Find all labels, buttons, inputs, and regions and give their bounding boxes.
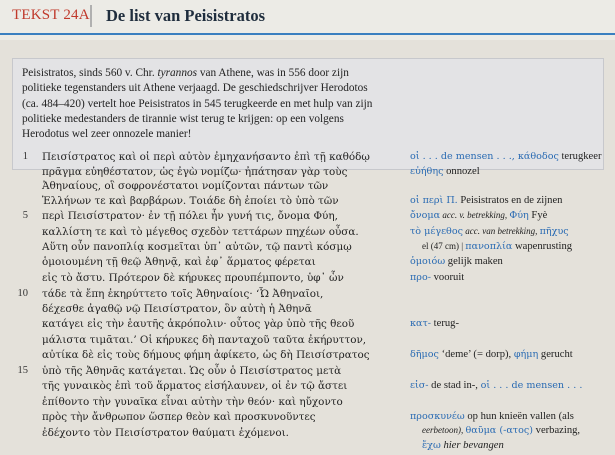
greek-line: πρᾶγμα εὐηθέστατον, ὡς ἐγὼ νομίζω· ἠπάτησαν γὰρ τοὺς	[42, 166, 348, 178]
gloss-greek: εἰσ-	[410, 380, 429, 391]
greek-line: Αὕτη οὖν πανοπλίᾳ κοσμεῖται ὑπ᾽ αὐτῶν, τῷ παντὶ κόσμῳ	[42, 241, 352, 253]
intro-term-tyrannos: tyrannos	[157, 67, 198, 79]
greek-line: πρὸς τὴν ἄνθρωπον ὥσπερ θεὸν καὶ προσκυνοῦντες	[42, 411, 316, 423]
gloss-greek: τὸ μέγεθος	[410, 226, 463, 237]
intro-text-2: van Athene, was in 556 door zijn politieke tegenstanders uit Athene verjaagd. De geschiedschrijver Herodotos (ca. 484–420) vertelt hoe Peisistratos in 545 terugkeerde en met hulp van zijn politieke medestanders de tirannie wist terug te krijgen: op een volgens Herodotus wel zeer onnozele manier!	[22, 67, 373, 141]
greek-line: δέχεσθε ἀγαθῷ νῷ Πεισίστρατον, ὃν αὐτὴ ἡ Ἀθηνᾶ	[42, 303, 312, 315]
greek-line: τῆς γυναικὸς ἐπὶ τοῦ ἅρματος εἰσήλαυνεν, οἱ ἐν τῷ ἄστει	[42, 380, 348, 392]
gloss-greek: ὄνομα	[410, 210, 441, 221]
greek-line: ἐδέχοντο τὸν Πεισίστρατον θαύματι ἐχόμενοι.	[42, 427, 289, 439]
gloss-text: op hun knieën vallen (als	[464, 411, 574, 422]
gloss-line	[422, 241, 572, 252]
gloss-text: gerucht	[538, 349, 573, 360]
gloss-greek: οἱ περὶ Π.	[410, 195, 458, 206]
gloss-line	[410, 166, 480, 177]
greek-line: Ἑλλήνων τε καὶ βαρβάρων. Τοιάδε δὴ ἐποίει τὸ ὑπὸ τῶν	[42, 195, 339, 207]
greek-line: εἰς τὸ ἄστυ. Πρότερον δὲ κήρυκες προυπέμποντο, ὑφ᾽ ὧν	[42, 272, 344, 284]
gloss-line	[410, 256, 503, 267]
gloss-note: acc. van betrekking,	[462, 226, 540, 236]
gloss-text: terug-	[431, 318, 459, 329]
gloss-text: hier bevangen	[440, 440, 504, 451]
gloss-greek: δῆμος	[410, 349, 439, 360]
greek-line: περὶ Πεισίστρατον· ἐν τῇ πόλει ἦν γυνή τις, ὄνομα Φύη,	[42, 210, 338, 222]
gloss-text: verbazing,	[533, 425, 581, 436]
gloss-text: terugkeer	[558, 151, 602, 162]
gloss-text: ‘deme’ (= dorp),	[438, 349, 514, 360]
greek-line: Πεισίστρατος καὶ οἱ περὶ αὐτὸν ἐμηχανήσαντο ἐπὶ τῇ καθόδῳ	[42, 151, 370, 163]
gloss-line	[410, 411, 574, 422]
gloss-greek: φήμη	[513, 349, 539, 360]
gloss-greek: ὁμοιόω	[410, 256, 446, 267]
gloss-text: wapenrusting	[512, 241, 573, 252]
greek-line: καλλίστη τε καὶ τὸ μέγεθος σχεδὸν τεττάρων πηχέων οὖσα.	[42, 226, 359, 238]
gloss-line	[410, 318, 459, 329]
gloss-greek: κάθοδος	[517, 151, 559, 162]
gloss-line	[410, 272, 464, 283]
gloss-greek: οἱ . . . de mensen . . .,	[410, 151, 518, 162]
greek-line: ὑπὸ τῆς Ἀθηνᾶς κατάγεται. Ὡς οὖν ὁ Πεισίστρατος μετὰ	[42, 365, 342, 377]
greek-line: μάλιστα τιμᾶται.’ Οἱ κήρυκες δὴ πανταχοῦ ταῦτα ἐκήρυττον,	[42, 334, 367, 346]
gloss-greek: προσκυνέω	[410, 411, 465, 422]
gloss-line	[410, 349, 573, 360]
gloss-text: gelijk maken	[445, 256, 503, 267]
gloss-text: vooruit	[430, 272, 465, 283]
gloss-text: onnozel	[443, 166, 480, 177]
gloss-text: Fyè	[528, 210, 548, 221]
gloss-greek: κατ-	[410, 318, 432, 329]
intro-text-1: Peisistratos, sinds 560 v. Chr.	[22, 67, 158, 79]
line-number: 10	[17, 288, 28, 299]
gloss-line	[410, 210, 547, 221]
page-title: De list van Peisistratos	[106, 6, 266, 25]
greek-line: κατάγει εἰς τὴν ἑαυτῆς ἀκρόπολιν· οὗτος γὰρ ὑπὸ τῆς θεοῦ	[42, 318, 355, 330]
gloss-line	[422, 425, 580, 436]
gloss-greek: οἱ . . . de mensen . . .	[480, 380, 583, 391]
line-number: 5	[22, 210, 28, 221]
line-number: 1	[22, 151, 28, 162]
gloss-text: Peisistratos en de zijnen	[457, 195, 563, 206]
greek-line: αὐτίκα δὲ εἰς τοὺς δήμους φήμη ἀφίκετο, ὡς δὴ Πεισίστρατος	[42, 349, 370, 361]
gloss-text: el (47 cm) |	[422, 241, 466, 251]
gloss-line	[422, 440, 504, 451]
gloss-line	[410, 151, 602, 162]
gloss-line	[410, 195, 562, 206]
text-number-label: TEKST 24A	[12, 7, 90, 23]
gloss-greek: ἔχω	[422, 440, 441, 451]
gloss-greek: Φύη	[509, 210, 529, 221]
gloss-greek: θαῦμα (-ατος)	[465, 425, 533, 436]
line-number: 15	[17, 365, 28, 376]
gloss-greek: εὐήθης	[410, 166, 444, 177]
gloss-note: acc. v. betrekking,	[440, 210, 510, 220]
gloss-greek: πανοπλία	[465, 241, 513, 252]
gloss-greek: πῆχυς	[539, 226, 569, 237]
gloss-note: eerbetoon),	[422, 425, 466, 435]
greek-line: ἐπίθοντο τὴν γυναῖκα εἶναι αὐτὴν τὴν θεόν· καὶ ηὔχοντο	[42, 396, 343, 408]
greek-line: Ἀθηναίους, οἳ σοφρονέστατοι νομίζονται πάντων τῶν	[42, 180, 329, 192]
gloss-line	[410, 380, 582, 391]
greek-line: τάδε τὰ ἔπη ἐκηρύττετο τοῖς Ἀθηναίοις· ‘Ὦ Ἀθηναῖοι,	[42, 288, 324, 300]
gloss-text: de stad in-,	[428, 380, 481, 391]
greek-line: ὁμοιουμένη τῇ θεῷ Ἀθηνᾷ, καὶ ἐφ᾽ ἅρματος φέρεται	[42, 256, 316, 268]
gloss-line	[410, 226, 569, 237]
gloss-greek: προ-	[410, 272, 431, 283]
